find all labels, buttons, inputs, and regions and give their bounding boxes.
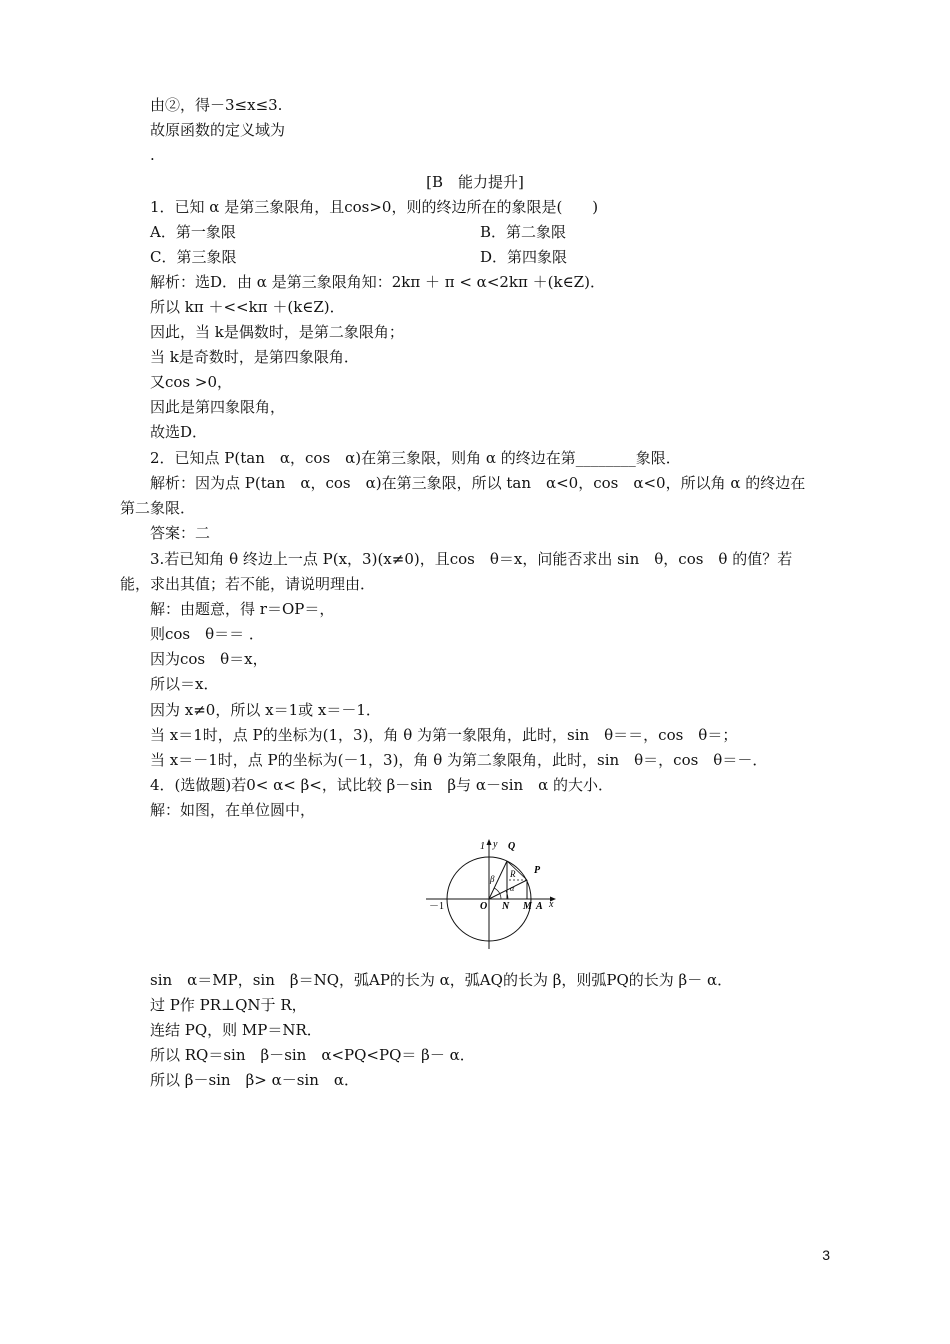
text-line: 又cos >0，	[150, 373, 233, 391]
label-a: A	[536, 901, 543, 912]
option-b: B．第二象限	[480, 223, 567, 241]
text-line: 解：由题意，得 r＝OP＝，	[150, 600, 335, 618]
text-line: 过 P作 PR⊥QN于 R，	[150, 996, 307, 1014]
question-3: 3.若已知角 θ 终边上一点 P(x，3)(x≠0)，且cos θ＝x，问能否求出 sin θ，cos θ 的值？若	[150, 550, 793, 568]
text-line: 所以 RQ＝sin β－sin α<PQ<PQ＝ β－ α．	[150, 1046, 475, 1064]
label-1: 1	[480, 841, 485, 852]
label-alpha: α	[510, 884, 515, 893]
question-4: 4．(选做题)若0< α< β<，试比较 β－sin β与 α－sin α 的大小．	[150, 776, 614, 794]
text-line: 则cos θ＝＝ ．	[150, 625, 264, 643]
text-line: 解析：选D．由 α 是第三象限角知：2kπ ＋ π < α<2kπ ＋(k∈Z)．	[150, 273, 605, 291]
text-line: 故选D．	[150, 423, 208, 441]
text-line: 解：如图，在单位圆中，	[150, 801, 316, 819]
label-q: Q	[508, 841, 516, 852]
section-heading: [B 能力提升]	[426, 173, 524, 191]
page-number: 3	[822, 1247, 830, 1263]
angle-beta-arc	[494, 888, 501, 899]
text-line: 因此是第四象限角，	[150, 398, 286, 416]
text-line: 所以＝x．	[150, 675, 219, 693]
text-line: 因此，当 k是偶数时，是第二象限角；	[150, 323, 404, 341]
text-line: 当 k是奇数时，是第四象限角．	[150, 348, 359, 366]
label-r: R	[510, 869, 516, 879]
text-line: 连结 PQ，则 MP＝NR．	[150, 1021, 322, 1039]
text-line: 因为cos θ＝x，	[150, 650, 268, 668]
unit-circle-figure	[424, 835, 560, 951]
text-line: sin α＝MP，sin β＝NQ，弧AP的长为 α，弧AQ的长为 β，则弧PQ的长为 β－ α．	[150, 971, 733, 989]
label-x: x	[549, 899, 554, 910]
label-o: O	[480, 901, 488, 912]
y-axis-arrow	[487, 839, 492, 845]
text-line: 解析：因为点 P(tan α，cos α)在第三象限，所以 tan α<0，cos α<0，所以角 α 的终边在	[150, 474, 806, 492]
label-p: P	[534, 865, 541, 876]
text-line: 因为 x≠0，所以 x＝1或 x＝－1．	[150, 701, 381, 719]
text-line: 第二象限．	[120, 499, 196, 517]
text-line: 当 x＝－1时，点 P的坐标为(－1，3)，角 θ 为第二象限角，此时，sin θ＝，cos θ＝－．	[150, 751, 768, 769]
text-line: 所以 β－sin β> α－sin α．	[150, 1071, 360, 1089]
text-line: 由②，得－3≤x≤3.	[150, 96, 283, 114]
label-m: M	[523, 901, 532, 912]
label-y: y	[493, 839, 498, 850]
text-line: .	[150, 146, 155, 164]
text-line: 故原函数的定义域为	[150, 121, 286, 139]
label-beta: β	[490, 874, 495, 884]
text-line: 当 x＝1时，点 P的坐标为(1，3)，角 θ 为第一象限角，此时，sin θ＝＝，cos θ＝；	[150, 726, 738, 744]
question-2: 2．已知点 P(tan α，cos α)在第三象限，则角 α 的终边在第________象限．	[150, 449, 681, 467]
text-line: 答案：二	[150, 524, 211, 542]
option-d: D．第四象限	[480, 248, 568, 266]
text-line: 能，求出其值；若不能，请说明理由．	[120, 575, 376, 593]
label-n: N	[502, 901, 510, 912]
label-neg1: －1	[429, 901, 444, 912]
question-1: 1．已知 α 是第三象限角，且cos>0，则的终边所在的象限是( )	[150, 198, 599, 216]
option-c: C．第三象限	[150, 248, 237, 266]
option-a: A．第一象限	[150, 223, 236, 241]
text-line: 所以 kπ ＋<<kπ ＋(k∈Z)．	[150, 298, 345, 316]
